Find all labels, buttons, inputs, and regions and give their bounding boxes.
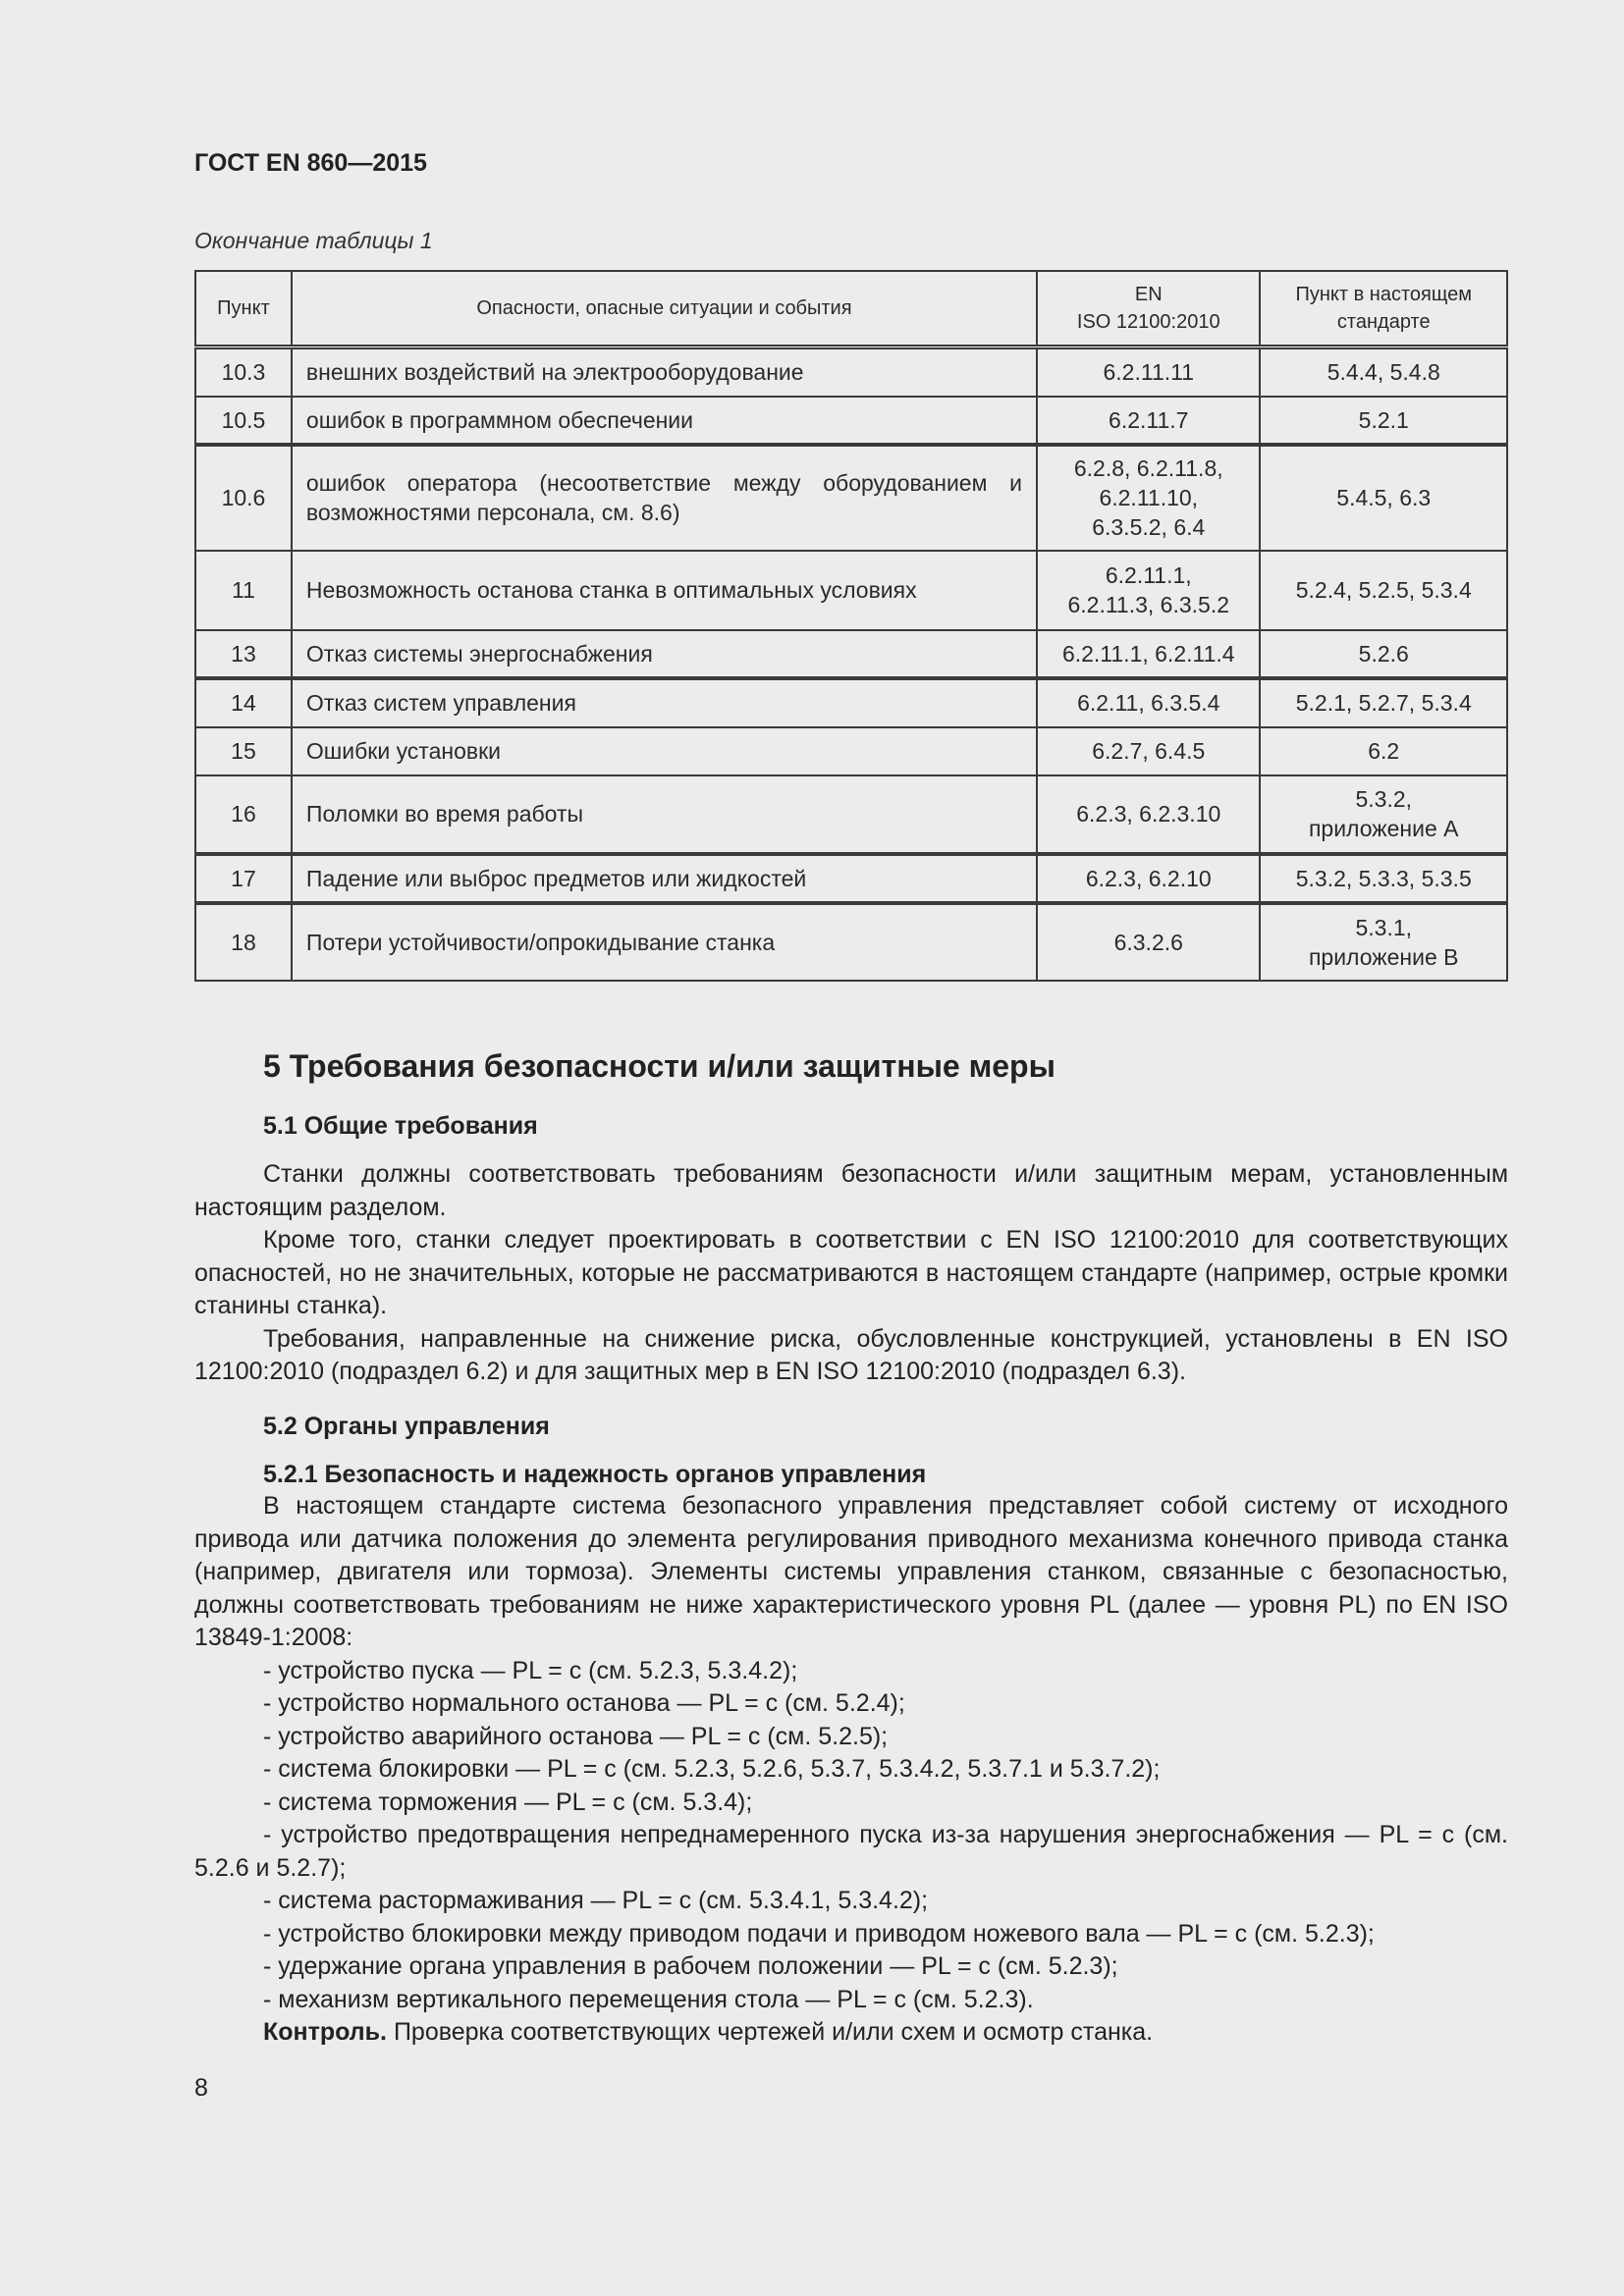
table-row: 16 Поломки во время работы 6.2.3, 6.2.3.10 5.3.2, приложение А <box>195 775 1507 854</box>
document-header: ГОСТ EN 860—2015 <box>194 149 427 177</box>
page-number: 8 <box>194 2074 208 2102</box>
control-text: Проверка соответствующих чертежей и/или схем и осмотр станка. <box>387 2018 1154 2046</box>
list-item: - механизм вертикального перемещения стола — PL = c (см. 5.2.3). <box>263 1985 1034 2013</box>
list-item: - устройство блокировки между приводом подачи и приводом ножевого вала — PL = c (см. 5.2.3); <box>263 1919 1375 1948</box>
table-row: 10.3 внешних воздействий на электрооборудование 6.2.11.11 5.4.4, 5.4.8 <box>195 347 1507 397</box>
control-paragraph <box>194 2016 1508 2050</box>
section-5-1-body <box>194 1158 1508 1389</box>
table-row: 15 Ошибки установки 6.2.7, 6.4.5 6.2 <box>195 727 1507 775</box>
table-row: 10.5 ошибок в программном обеспечении 6.2.11.7 5.2.1 <box>195 397 1507 445</box>
list-item: - устройство аварийного останова — PL = c (см. 5.2.5); <box>263 1722 889 1750</box>
section-5-2-1-title: 5.2.1 Безопасность и надежность органов управления <box>263 1461 927 1488</box>
col-header-hazards: Опасности, опасные ситуации и события <box>292 271 1037 347</box>
list-item: - система растормаживания — PL = c (см. 5.3.4.1, 5.3.4.2); <box>263 1887 929 1914</box>
list-item: - удержание органа управления в рабочем положении — PL = c (см. 5.2.3); <box>263 1952 1118 1980</box>
paragraph: Требования, направленные на снижение риска, обусловленные конструкцией, установлены в EN ISO 12100:2010 (подраздел 6.2) и для защитных мер в EN ISO 12100:2010 (подраздел 6.3). <box>194 1324 1508 1385</box>
hazards-table <box>194 270 1508 982</box>
table-row: 17 Падение или выброс предметов или жидкостей 6.2.3, 6.2.10 5.3.2, 5.3.3, 5.3.5 <box>195 854 1507 903</box>
section-5-1-title: 5.1 Общие требования <box>263 1112 538 1140</box>
table-row: 14 Отказ систем управления 6.2.11, 6.3.5.4 5.2.1, 5.2.7, 5.3.4 <box>195 678 1507 727</box>
paragraph: Станки должны соответствовать требованиям безопасности и/или защитным мерам, установленным настоящим разделом. <box>194 1160 1508 1221</box>
list-item: - устройство пуска — PL = c (см. 5.2.3, 5.3.4.2); <box>263 1656 798 1684</box>
paragraph: Кроме того, станки следует проектировать в соответствии с EN ISO 12100:2010 для соответствующих опасностей, но не значительных, которые не рассматриваются в настоящем стандарте (например, острые кромки станины станка). <box>194 1226 1508 1319</box>
table-caption: Окончание таблицы 1 <box>194 228 433 253</box>
list-item: - устройство нормального останова — PL = c (см. 5.2.4); <box>263 1689 905 1717</box>
table-row: 18 Потери устойчивости/опрокидывание станка 6.3.2.6 5.3.1, приложение В <box>195 903 1507 981</box>
list-item: - устройство предотвращения непреднамеренного пуска из-за нарушения энергоснабжения — PL = c (см. 5.2.6 и 5.2.7); <box>194 1821 1508 1882</box>
col-header-en-iso: EN ISO 12100:2010 <box>1037 271 1260 347</box>
table-header-row <box>195 271 1507 347</box>
table-row: 11 Невозможность останова станка в оптимальных условиях 6.2.11.1, 6.2.11.3, 6.3.5.2 5.2.4, 5.2.5, 5.3.4 <box>195 551 1507 630</box>
list-item: - система торможения — PL = c (см. 5.3.4); <box>263 1788 753 1816</box>
paragraph: В настоящем стандарте система безопасного управления представляет собой систему от исходного привода или датчика положения до элемента регулирования приводного механизма конечного привода станка (например, двигателя или тормоза). Элементы системы управления станком, связанные с безопасностью, должны соответствовать требованиям не ниже характеристического уровня PL (далее — уровня PL) по EN ISO 13849-1:2008: <box>194 1492 1508 1651</box>
table-row: 13 Отказ системы энергоснабжения 6.2.11.1, 6.2.11.4 5.2.6 <box>195 630 1507 678</box>
col-header-item: Пункт <box>195 271 292 347</box>
table-row: 10.6 ошибок оператора (несоответствие между оборудованием и возможностями персонала, см. 8.6) 6.2.8, 6.2.11.8, 6.2.11.10, 6.3.5.2, 6.4 5.4.5, 6.3 <box>195 445 1507 551</box>
control-label: Контроль. <box>263 2018 387 2046</box>
section-5-2-1-body <box>194 1490 1508 2050</box>
col-header-clause: Пункт в настоящем стандарте <box>1260 271 1507 347</box>
list-item: - система блокировки — PL = c (см. 5.2.3, 5.2.6, 5.3.7, 5.3.4.2, 5.3.7.1 и 5.3.7.2); <box>263 1755 1161 1783</box>
section-5-2-title: 5.2 Органы управления <box>263 1413 550 1440</box>
section-5-title: 5 Требования безопасности и/или защитные меры <box>263 1048 1056 1084</box>
